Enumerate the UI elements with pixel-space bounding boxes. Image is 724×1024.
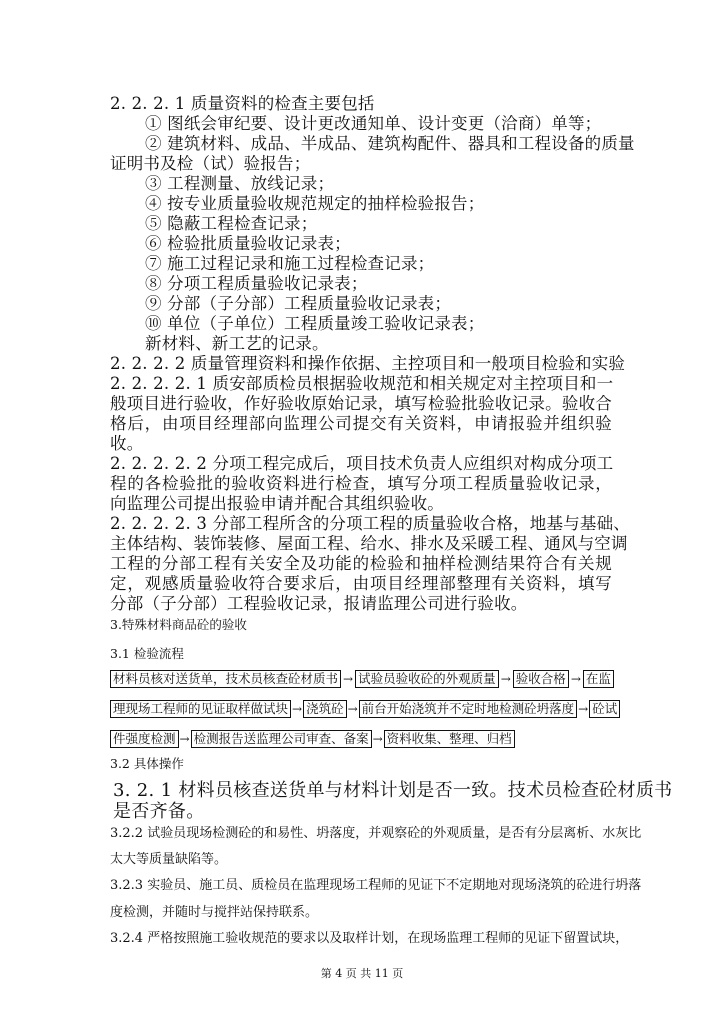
flow-step: 浇筑砼 <box>303 700 347 718</box>
paragraph-line: 2. 2. 2. 2. 1 质安部质检员根据验收规范和相关规定对主控项目和一 <box>110 374 614 393</box>
list-item: ⑩ 单位（子单位）工程质量竣工验收记录表； <box>145 314 485 333</box>
list-item-continuation: 证明书及检（试）验报告； <box>110 154 311 173</box>
flow-step: 验收合格 <box>513 670 569 688</box>
paragraph-line: 是否齐备。 <box>113 801 205 822</box>
paragraph-line: 太大等质量缺陷等。 <box>110 852 228 867</box>
paragraph-line: 向监理公司提出报验申请并配合其组织验收。 <box>110 494 444 513</box>
subsection-heading: 3.1 检验流程 <box>110 646 184 661</box>
flow-step: 材料员核对送货单，技术员核查砼材质书 <box>110 670 341 688</box>
arrow-icon: → <box>570 672 581 687</box>
list-item: ⑤ 隐蔽工程检查记录； <box>145 214 318 233</box>
list-item: ③ 工程测量、放线记录； <box>145 174 335 193</box>
paragraph-line: 格后，由项目经理部向监理公司提交有关资料，申请报验并组织验 <box>110 414 612 433</box>
list-item: ② 建筑材料、成品、半成品、建筑构配件、器具和工程设备的质量 <box>145 134 635 153</box>
list-item: 新材料、新工艺的记录。 <box>145 334 329 353</box>
paragraph-line: 定，观感质量验收符合要求后，由项目经理部整理有关资料，填写 <box>110 574 612 593</box>
section-heading: 2. 2. 2. 1 质量资料的检查主要包括 <box>110 94 375 113</box>
arrow-icon: → <box>343 672 354 687</box>
flow-row-1 <box>110 670 614 688</box>
flow-step: 件强度检测 <box>110 730 179 748</box>
arrow-icon: → <box>578 702 589 717</box>
paragraph-line: 2. 2. 2. 2. 2 分项工程完成后，项目技术负责人应组织对构成分项工 <box>110 454 614 473</box>
flow-step: 理现场工程师的见证取样做试块 <box>110 700 291 718</box>
section-heading: 2. 2. 2. 2 质量管理资料和操作依据、主控项目和一般项目检验和实验 <box>110 354 626 373</box>
paragraph-line: 2. 2. 2. 2. 3 分部工程所含的分项工程的质量验收合格，地基与基础、 <box>110 514 630 533</box>
flow-row-3 <box>110 730 515 748</box>
paragraph-line: 3.2.2 试验员现场检测砼的和易性、坍落度，并观察砼的外观质量，是否有分层离析、水灰比 <box>110 826 642 841</box>
paragraph-line: 主体结构、装饰装修、屋面工程、给水、排水及采暖工程、通风与空调 <box>110 534 628 553</box>
list-item: ⑧ 分项工程质量验收记录表； <box>145 274 368 293</box>
flow-step: 资料收集、整理、归档 <box>384 730 515 748</box>
flow-step: 检测报告送监理公司审查、备案 <box>191 730 372 748</box>
flow-step: 前台开始浇筑并不定时地检测砼坍落度 <box>359 700 578 718</box>
paragraph-line: 3.2.3 实验员、施工员、质检员在监理现场工程师的见证下不定期地对现场浇筑的砼进行坍落 <box>110 878 642 893</box>
arrow-icon: → <box>500 672 511 687</box>
paragraph-line: 般项目进行验收，作好验收原始记录，填写检验批验收记录。验收合 <box>110 394 612 413</box>
list-item: ⑨ 分部（子分部）工程质量验收记录表； <box>145 294 452 313</box>
list-item: ④ 按专业质量验收规范规定的抽样检验报告； <box>145 194 485 213</box>
paragraph-line: 3. 2. 1 材料员核查送货单与材料计划是否一致。技术员检查砼材质书 <box>113 780 673 801</box>
paragraph-line: 收。 <box>110 434 144 453</box>
paragraph-line: 度检测，并随时与搅拌站保持联系。 <box>110 905 319 920</box>
paragraph-line: 分部（子分部）工程验收记录，报请监理公司进行验收。 <box>110 594 528 613</box>
flow-row-2 <box>110 700 618 718</box>
paragraph-line: 工程的分部工程有关安全及功能的检验和抽样检测结果符合有关规 <box>110 554 612 573</box>
subsection-heading: 3.2 具体操作 <box>110 756 184 771</box>
section-heading: 3.特殊材料商品砼的验收 <box>110 617 247 632</box>
flow-step: 试验员验收砼的外观质量 <box>355 670 499 688</box>
arrow-icon: → <box>179 732 190 747</box>
paragraph-line: 程的各检验批的验收资料进行检查，填写分项工程质量验收记录， <box>110 474 612 493</box>
arrow-icon: → <box>372 732 383 747</box>
list-item: ⑥ 检验批质量验收记录表； <box>145 234 351 253</box>
paragraph-line: 3.2.4 严格按照施工验收规范的要求以及取样计划，在现场监理工程师的见证下留置试块， <box>110 931 629 946</box>
flow-step: 在监 <box>583 670 614 688</box>
arrow-icon: → <box>347 702 358 717</box>
page-footer: 第 4 页 共 11 页 <box>320 967 404 980</box>
list-item: ⑦ 施工过程记录和施工过程检查记录； <box>145 254 435 273</box>
arrow-icon: → <box>292 702 303 717</box>
list-item: ① 图纸会审纪要、设计更改通知单、设计变更（洽商）单等； <box>145 114 602 133</box>
flow-step: 砼试 <box>589 700 620 718</box>
